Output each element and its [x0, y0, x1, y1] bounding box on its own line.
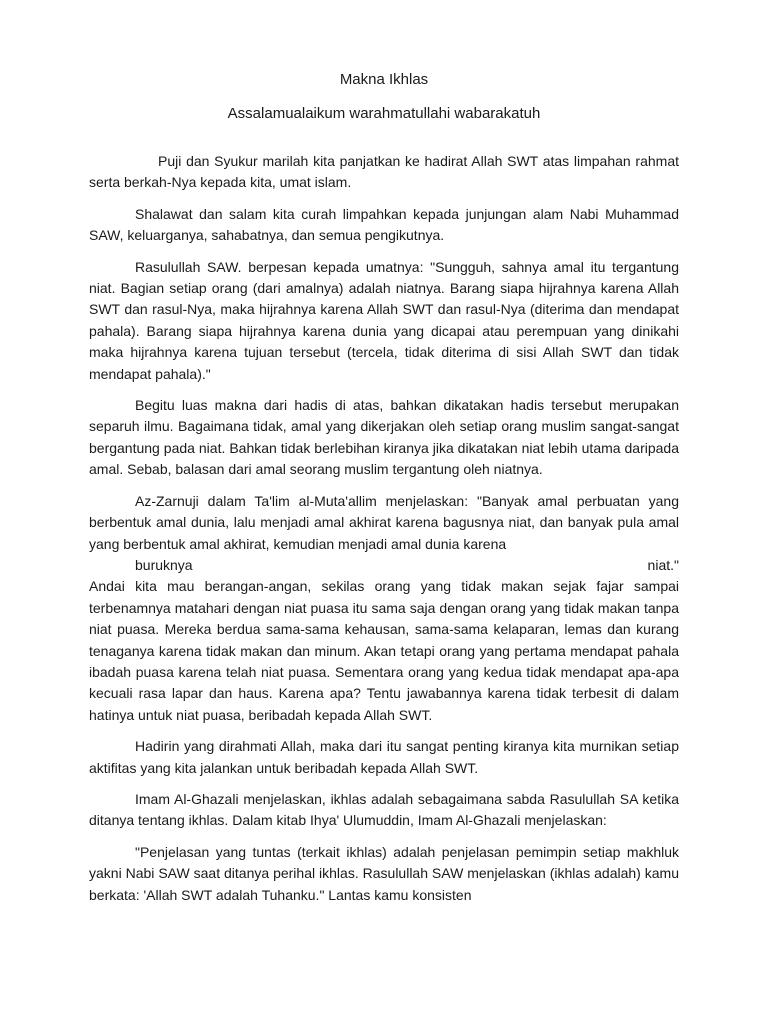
paragraph-al-ghazali: Imam Al-Ghazali menjelaskan, ikhlas adalah sebagaimana sabda Rasulullah SA ketika ditanya tentang ikhlas. Dalam kitab Ihya' Ulumuddin, Imam Al-Ghazali menjelaskan: — [89, 790, 679, 829]
paragraph-quote: "Penjelasan yang tuntas (terkait ikhlas) adalah penjelasan pemimpin setiap makhluk yakni Nabi SAW saat ditanya perihal ikhlas. Rasulullah SAW menjelaskan (ikhlas adalah) kamu berkata: 'Allah SWT adalah Tuhanku." Lantas kamu konsisten — [89, 843, 679, 903]
paragraph-audience: Hadirin yang dirahmati Allah, maka dari itu sangat penting kiranya kita murnikan setiap aktifitas yang kita jalankan untuk beribadah kepada Allah SWT. — [89, 738, 679, 776]
paragraph-az-zarnuji — [89, 491, 679, 577]
paragraph-explanation: Begitu luas makna dari hadis di atas, bahkan dikatakan hadis tersebut merupakan separuh ilmu. Bagaimana tidak, amal yang dikerjakan oleh setiap orang muslim sangat-sangat bergantung pada niat. Bahkan tidak berlebihan kiranya jika dikatakan niat lebih utama daripada amal. Sebab, balasan dari amal seorang muslim tergantung oleh niatnya. — [89, 397, 679, 478]
paragraph-shalawat: Shalawat dan salam kita curah limpahkan kepada junjungan alam Nabi Muhammad SAW, keluarganya, sahabatnya, dan semua pengikutnya. — [89, 205, 679, 244]
greeting: Assalamualaikum warahmatullahi wabarakatuh — [227, 105, 541, 122]
paragraph-praise: Puji dan Syukur marilah kita panjatkan ke hadirat Allah SWT atas limpahan rahmat serta berkah-Nya kepada kita, umat islam. — [89, 153, 679, 191]
paragraph-hadith: Rasulullah SAW. berpesan kepada umatnya: "Sungguh, sahnya amal itu tergantung niat. Bagian setiap orang (dari amalnya) adalah niatnya. Barang siapa hijrahnya karena Allah SWT dan rasul-Nya, maka hijrahnya karena Allah SWT dan rasul-Nya (diterima dan mendapat pahala). Barang siapa hijrahnya karena dunia yang dicapai atau perempuan yang dinikahi maka hijrahnya karena tujuan tersebut (tercela, tidak diterima di sisi Allah SWT dan tidak mendapat pahala)." — [89, 258, 679, 382]
paragraph-az-zarnuji-last-line: buruknya niat." — [135, 556, 679, 573]
paragraph-az-zarnuji-body: Az-Zarnuji dalam Ta'lim al-Muta'allim menjelaskan: "Banyak amal perbuatan yang berbentuk amal dunia, lalu menjadi amal akhirat karena bagusnya niat, dan banyak pula amal yang berbentuk amal akhirat, kemudian menjadi amal dunia karena — [89, 492, 679, 552]
paragraph-fasting-analogy: Andai kita mau berangan-angan, sekilas orang yang tidak makan sejak fajar sampai terbenamnya matahari dengan niat puasa itu sama saja dengan orang yang tidak makan tanpa niat puasa. Mereka berdua sama-sama kehausan, sama-sama kelaparan, lemas dan kurang tenaganya karena tidak makan dan minum. Akan tetapi orang yang pertama mendapat pahala ibadah puasa karena telah niat puasa. Sementara orang yang kedua tidak mendapat apa-apa kecuali rasa lapar dan haus. Karena apa? Tentu jawabannya karena tidak terbesit di dalam hatinya untuk niat puasa, beribadah kepada Allah SWT. — [89, 578, 679, 723]
document-title: Makna Ikhlas — [339, 71, 429, 88]
